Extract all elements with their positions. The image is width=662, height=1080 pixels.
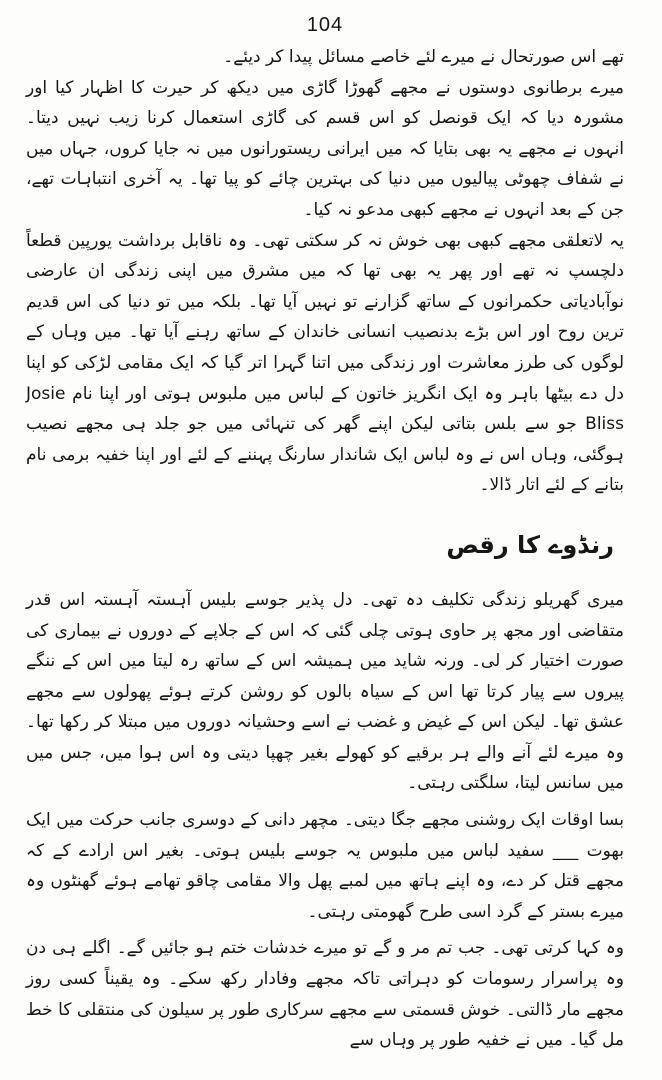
page-number: 104 bbox=[306, 14, 344, 36]
paragraph: تھے اس صورتحال نے میرے لئے خاصے مسائل پیدا کر دیئے۔ bbox=[223, 47, 624, 67]
section-2-text bbox=[26, 585, 624, 1056]
section-1-text bbox=[26, 42, 624, 501]
paragraph: میری گھریلو زندگی تکلیف دہ تھی۔ دل پذیر جوسے بلیس آہستہ آہستہ اس قدر متقاضی اور مجھ پر حاوی ہوتی چلی گئی کہ اس کے جلاپے کے دوروں نے بیماری کی صورت اختیار کر لی۔ ورنہ شاید میں ہمیشہ اس کے ساتھ رہ لیتا میں اس کے ننگے پیروں سے پیار کرتا تھا اس کے سیاہ بالوں کو روشن کرتے ہوئے پھولوں سے مجھے عشق تھا۔ لیکن اس کے غیض و غضب نے اسے وحشیانہ دوروں میں مبتلا کر رکھا تھا۔ وہ میرے لئے آنے والے ہر برقیے کو کھولے بغیر چھپا دیتی وہ اس ہوا میں، جس میں میں سانس لیتا، سلگتی رہتی۔ bbox=[26, 589, 624, 794]
paragraph: میرے برطانوی دوستوں نے مجھے گھوڑا گاڑی میں دیکھ کر حیرت کا اظہار کیا اور مشورہ دیا کہ ایک قونصل کو اس قسم کی گاڑی استعمال کرنا زیب نہیں دیتا۔ انہوں نے مجھے یہ بھی بتایا کہ میں ایرانی ریستورانوں میں نہ جایا کروں، جہاں میں نے شفاف چھوٹی پیالیوں میں دنیا کی بہترین چائے کو پیا تھا۔ یہ آخری انتباہات تھے، جن کے بعد انہوں نے مجھے کبھی مدعو نہ کیا۔ bbox=[26, 77, 624, 220]
section-heading: رنڈوے کا رقص bbox=[446, 530, 614, 559]
paragraph: وہ کہا کرتی تھی۔ جب تم مر و گے تو میرے خدشات ختم ہو جائیں گے۔ اگلے ہی دن وہ پراسرار رسومات کو دہراتی تاکہ مجھے وفادار رکھ سکے۔ وہ یقیناً کسی روز مجھے مار ڈالتی۔ خوش قسمتی سے مجھے سرکاری طور پر سیلون کی منتقلی کا خط مل گیا۔ میں نے خفیہ طور پر وہاں سے bbox=[26, 938, 624, 1051]
paragraph: بسا اوقات ایک روشنی مجھے جگا دیتی۔ مچھر دانی کے دوسری جانب حرکت میں ایک بھوت ___ سفید لباس میں ملبوس یہ جوسے بلیس ہوتی۔ بغیر اس ارادے کے کہ مجھے قتل کر دے، وہ اپنے ہاتھ میں لمبے پھل والا مقامی چاقو تھامے ہوئے گھنٹوں وہ میرے بستر کے گرد اسی طرح گھومتی رہتی۔ bbox=[26, 810, 624, 922]
paragraph: یہ لاتعلقی مجھے کبھی بھی خوش نہ کر سکتی تھی۔ وہ ناقابل برداشت یورپین قطعاً دلچسپ نہ تھے اور پھر یہ بھی تھا کہ میں مشرق میں اپنی زندگی ان عارضی نوآبادیاتی حکمرانوں کے ساتھ گزارنے تو نہیں آیا تھا۔ بلکہ میں تو دنیا کی اس قدیم ترین روح اور اس بڑے بدنصیب انسانی خاندان کے ساتھ رہنے آیا تھا۔ میں وہاں کے لوگوں کی طرز معاشرت اور زندگی میں اتنا گہرا اتر گیا کہ ایک مقامی لڑکی کو اپنا دل دے بیٹھا باہر وہ ایک انگریز خاتون کے لباس میں ملبوس ہوتی اور اپنا نام Josie Bliss جو سے بلس بتاتی لیکن اپنے گھر کی تنہائی میں جو جلد ہی مجھے نصیب ہوگئی، وہاں اس نے وہ لباس ایک شاندار سارنگ پہننے کے لئے اور اپنا خفیہ برمی نام بتانے کے لئے اتار ڈالا۔ bbox=[26, 230, 624, 496]
